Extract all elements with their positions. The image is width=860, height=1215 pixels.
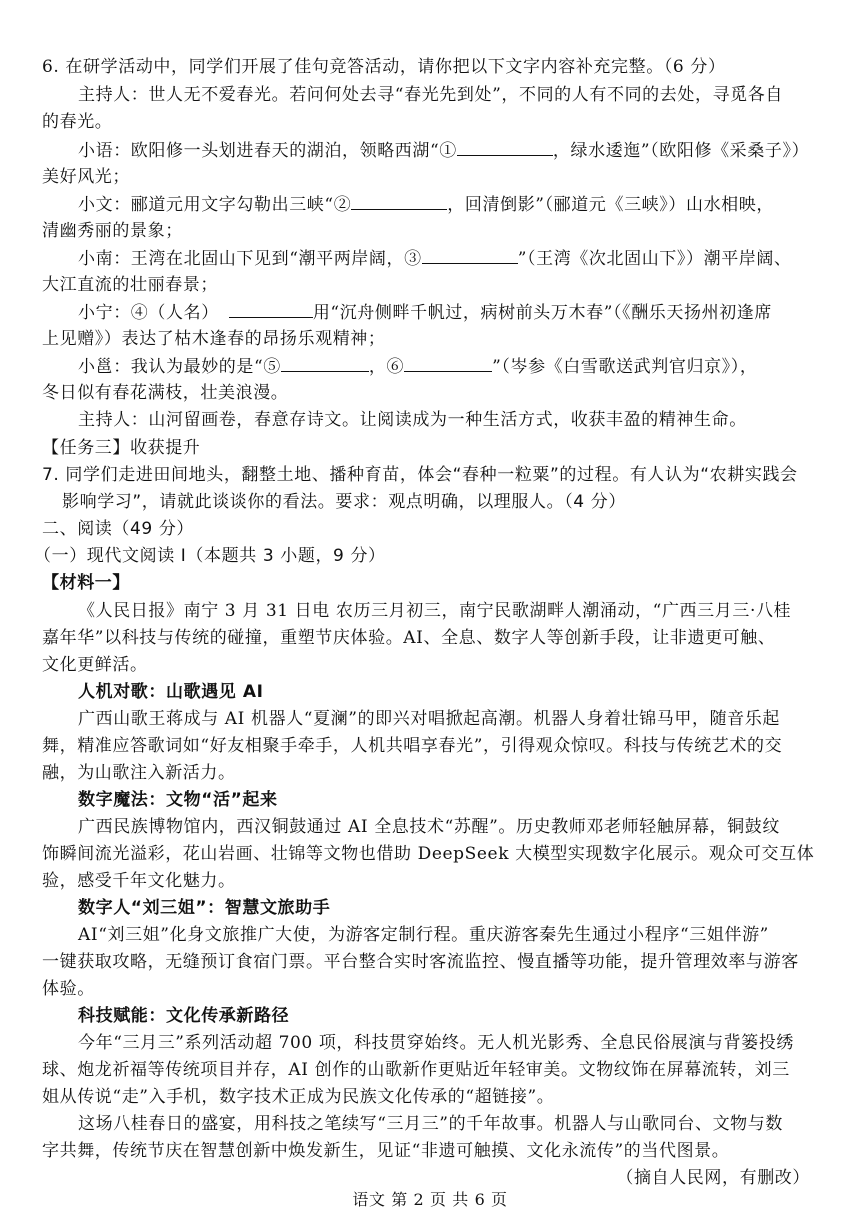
- article-para-4-line-3: 体验。: [42, 979, 95, 999]
- article-para-4-line-2: 一键获取攻略，无缝预订食宿门票。平台整合实时客流监控、慢直播等功能，提升管理效率与游客: [42, 952, 799, 972]
- blank-1[interactable]: [457, 139, 553, 156]
- q6-blank4-line: 小宁：④（人名） 用“沉舟侧畔千帆过，病树前头万木春”（《酬乐天扬州初逢席: [78, 303, 772, 323]
- article-subheading-2: 数字魔法：文物“活”起来: [78, 790, 278, 810]
- article-para-3-line-1: 广西民族博物馆内，西汉铜鼓通过 AI 全息技术“苏醒”。历史教师邓老师轻触屏幕，铜鼓纹: [78, 817, 780, 837]
- q6-host-closing: 主持人：山河留画卷，春意存诗文。让阅读成为一种生活方式，收获丰盈的精神生命。: [78, 410, 747, 430]
- q6-blank56-line: 小邕：我认为最妙的是“⑤ ，⑥ ”（岑参《白雪歌送武判官归京》），: [78, 357, 758, 377]
- article-para-3-line-2: 饰瞬间流光溢彩，花山岩画、壮锦等文物也借助 DeepSeek 大模型实现数字化展示。观众可交互体: [42, 844, 815, 864]
- page-footer: 语文 第 2 页 共 6 页: [352, 1190, 508, 1209]
- q7-prompt: 7. 同学们走进田间地头，翻整土地、播种育苗，体会“春种一粒粟”的过程。有人认为“农耕实践会: [42, 465, 798, 485]
- article-para-2-line-2: 舞，精准应答歌词如“好友相聚手牵手，人机共唱享春光”，引得观众惊叹。科技与传统艺术的交: [42, 736, 783, 756]
- section2-heading: 二、阅读（49 分）: [42, 519, 195, 539]
- q6-blank1-line: 小语：欧阳修一头划进春天的湖泊，领略西湖“① ，绿水逶迤”（欧阳修《采桑子》）: [78, 141, 810, 161]
- article-para-5-line-3: 姐从传说“走”入手机，数字技术正成为民族文化传承的“超链接”。: [42, 1087, 555, 1107]
- article-para-5-line-2: 球、炮龙祈福等传统项目并存，AI 创作的山歌新作更贴近年轻审美。文物纹饰在屏幕流转，刘三: [42, 1060, 790, 1080]
- blank-4[interactable]: [229, 301, 313, 318]
- task3-heading: 【任务三】收获提升: [42, 438, 201, 458]
- article-para-2-line-1: 广西山歌王蒋成与 AI 机器人“夏澜”的即兴对唱掀起高潮。机器人身着壮锦马甲，随音乐起: [78, 709, 780, 729]
- q6-host-line-cont: 的春光。: [42, 112, 113, 132]
- article-para-1-line-3: 文化更鲜活。: [42, 655, 148, 675]
- article-para-6-line-2: 字共舞，传统节庆在智慧创新中焕发新生，见证“非遗可触摸、文化永流传”的当代图景。: [42, 1141, 730, 1161]
- blank-6[interactable]: [404, 355, 492, 372]
- article-para-4-line-1: AI“刘三姐”化身文旅推广大使，为游客定制行程。重庆游客秦先生通过小程序“三姐伴游”: [78, 925, 769, 945]
- blank-2[interactable]: [351, 193, 447, 210]
- q6-blank3-line-cont: 大江直流的壮丽春景；: [42, 275, 218, 295]
- material1-label: 【材料一】: [42, 573, 130, 593]
- q6-blank56-line-cont: 冬日似有春花满枝，壮美浪漫。: [42, 383, 289, 403]
- section2-part1-heading: （一）现代文阅读 Ⅰ（本题共 3 小题，9 分）: [34, 546, 386, 566]
- q6-blank1-line-cont: 美好风光；: [42, 167, 130, 187]
- q7-prompt-cont: 影响学习”，请就此谈谈你的看法。要求：观点明确，以理服人。（4 分）: [62, 492, 626, 512]
- article-para-3-line-3: 验，感受千年文化魅力。: [42, 871, 236, 891]
- article-subheading-1: 人机对歌：山歌遇见 AI: [78, 682, 264, 702]
- article-para-1-line-1: 《人民日报》南宁 3 月 31 日电 农历三月初三，南宁民歌湖畔人潮涌动，“广西三月三·八桂: [78, 601, 792, 621]
- article-para-6-line-1: 这场八桂春日的盛宴，用科技之笔续写“三月三”的千年故事。机器人与山歌同台、文物与数: [78, 1114, 783, 1134]
- article-para-1-line-2: 嘉年华”以科技与传统的碰撞，重塑节庆体验。AI、全息、数字人等创新手段，让非遗更可触、: [42, 628, 776, 648]
- article-para-2-line-3: 融，为山歌注入新活力。: [42, 763, 236, 783]
- q6-blank2-line-cont: 清幽秀丽的景象；: [42, 221, 183, 241]
- blank-3[interactable]: [422, 247, 518, 264]
- q6-blank3-line: 小南：王湾在北固山下见到“潮平两岸阔，③ ”（王湾《次北固山下》）潮平岸阔、: [78, 249, 792, 269]
- q6-blank4-line-cont: 上见赠》）表达了枯木逢春的昂扬乐观精神；: [42, 329, 386, 349]
- q6-blank2-line: 小文：郦道元用文字勾勒出三峡“② ，回清倒影”（郦道元《三峡》）山水相映，: [78, 195, 774, 215]
- article-para-5-line-1: 今年“三月三”系列活动超 700 项，科技贯穿始终。无人机光影秀、全息民俗展演与背篓投绣: [78, 1033, 795, 1053]
- article-subheading-3: 数字人“刘三姐”：智慧文旅助手: [78, 898, 331, 918]
- article-subheading-4: 科技赋能：文化传承新路径: [78, 1006, 290, 1026]
- article-source: （摘自人民网，有删改）: [616, 1168, 810, 1188]
- blank-5[interactable]: [281, 355, 369, 372]
- q6-host-line: 主持人：世人无不爱春光。若问何处去寻“春光先到处”，不同的人有不同的去处，寻觅各自: [78, 85, 783, 105]
- q6-prompt: 6. 在研学活动中，同学们开展了佳句竞答活动，请你把以下文字内容补充完整。（6 分）: [42, 57, 726, 77]
